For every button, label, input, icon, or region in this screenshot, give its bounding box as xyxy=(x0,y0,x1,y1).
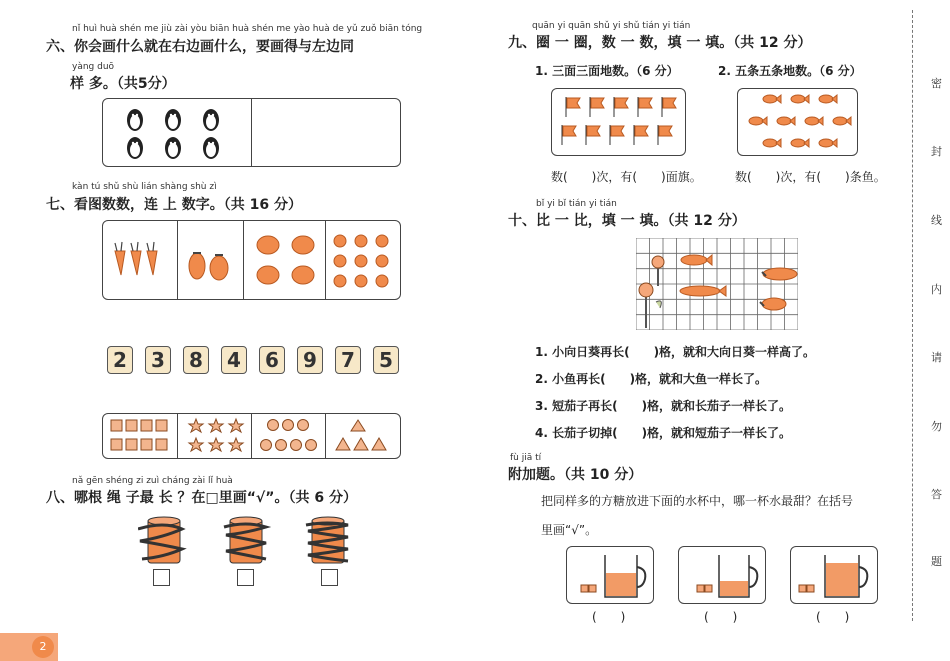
sidebar-char-4: 内 xyxy=(931,283,942,296)
bonus-text-2: 里画“√”。 xyxy=(541,523,598,537)
s9-answer-2[interactable]: 数( )次，有( )条鱼。 xyxy=(735,170,886,184)
eggplant-comparison-icons xyxy=(760,268,797,310)
cup-icon-2 xyxy=(679,547,765,603)
s6-pinyin-1: nǐ huì huà shén me jiù zài yòu biān huà shén me yào huà de yǔ zuǒ biān tóng xyxy=(72,24,423,34)
circle-icons xyxy=(261,420,317,451)
s10-item-1[interactable]: 1. 小向日葵再长( )格，就和大向日葵一样高了。 xyxy=(535,345,816,359)
cylinder-3 xyxy=(306,517,348,563)
penguin-icons xyxy=(121,105,231,161)
flag-icons xyxy=(552,89,685,155)
s6-title-1: 六、你会画什么就在右边画什么，要画得与左边同 xyxy=(46,39,354,55)
fish-box xyxy=(737,88,858,156)
fish-icons xyxy=(738,89,857,155)
s10-title: 十、比 一 比，填 一 填。（共 12 分） xyxy=(508,213,746,229)
cup-icon-1 xyxy=(567,547,653,603)
triangle-icons xyxy=(336,420,386,450)
s10-pinyin: bǐ yi bǐ tián yi tián xyxy=(536,199,617,209)
sidebar-char-2: 封 xyxy=(931,145,942,158)
fish-comparison-icons xyxy=(680,255,726,296)
grid-lines xyxy=(636,238,798,330)
eggplant-icons xyxy=(189,253,228,280)
number-card-6[interactable]: 9 xyxy=(297,346,323,374)
sidebar-char-1: 密 xyxy=(931,77,942,90)
number-card-3[interactable]: 8 xyxy=(183,346,209,374)
answer-box-3[interactable] xyxy=(321,569,338,586)
s9-answer-1[interactable]: 数( )次，有( )面旗。 xyxy=(551,170,702,184)
s6-title-2: 样 多。（共5分） xyxy=(70,76,176,92)
number-card-2[interactable]: 3 xyxy=(145,346,171,374)
number-card-5[interactable]: 6 xyxy=(259,346,285,374)
number-card-4[interactable]: 4 xyxy=(221,346,247,374)
number-card-8[interactable]: 5 xyxy=(373,346,399,374)
sunflower-icons xyxy=(639,256,664,328)
cup-answer-1[interactable]: ( ) xyxy=(592,610,626,624)
cup-answer-2[interactable]: ( ) xyxy=(704,610,738,624)
s9-question-2: 2. 五条五条地数。（6 分） xyxy=(718,64,862,78)
flags-box xyxy=(551,88,686,156)
cylinder-1 xyxy=(138,517,182,563)
cup-answer-3[interactable]: ( ) xyxy=(816,610,850,624)
rope-cylinders-illustration xyxy=(138,515,368,570)
cylinder-2 xyxy=(224,517,266,563)
cup-box-2 xyxy=(678,546,766,604)
peach-icons xyxy=(334,235,388,287)
s9-question-1: 1. 三面三面地数。（6 分） xyxy=(535,64,679,78)
s8-title: 八、哪根 绳 子最 长 ？在□里画“√”。（共 6 分） xyxy=(46,490,357,506)
comparison-grid xyxy=(636,238,798,330)
s6-pinyin-2: yàng duō xyxy=(72,62,115,72)
sidebar-char-6: 勿 xyxy=(931,420,942,433)
bonus-text-1: 把同样多的方糖放进下面的水杯中，哪一杯水最甜？在括号 xyxy=(541,494,854,508)
seal-line xyxy=(912,10,913,621)
s10-item-2[interactable]: 2. 小鱼再长( )格，就和大鱼一样长了。 xyxy=(535,372,768,386)
sidebar-char-3: 线 xyxy=(931,214,942,227)
s6-divider xyxy=(251,99,252,166)
bonus-pinyin: fù jiā tí xyxy=(510,453,542,463)
s7-pinyin: kàn tú shǔ shù lián shàng shù zì xyxy=(72,182,217,192)
s7-shape-icons xyxy=(103,414,400,458)
s7-shapes-box xyxy=(102,413,401,459)
bonus-title: 附加题。（共 10 分） xyxy=(508,467,643,483)
sidebar-char-8: 题 xyxy=(931,555,942,568)
pumpkin-icons xyxy=(257,236,314,284)
page-number: 2 xyxy=(32,636,54,658)
s8-pinyin: nǎ gēn shéng zi zuì cháng zài lǐ huà xyxy=(72,476,233,486)
answer-box-2[interactable] xyxy=(237,569,254,586)
cup-box-1 xyxy=(566,546,654,604)
s6-drawing-box xyxy=(102,98,401,167)
star-icons xyxy=(189,419,243,451)
number-card-1[interactable]: 2 xyxy=(107,346,133,374)
cup-box-3 xyxy=(790,546,878,604)
s7-title: 七、看图数数，连 上 数字。（共 16 分） xyxy=(46,197,302,213)
s9-title: 九、圈 一 圈，数 一 数，填 一 填。（共 12 分） xyxy=(508,35,812,51)
square-icons xyxy=(111,420,167,450)
s10-item-4[interactable]: 4. 长茄子切掉( )格，就和短茄子一样长了。 xyxy=(535,426,792,440)
number-card-7[interactable]: 7 xyxy=(335,346,361,374)
sidebar-char-5: 请 xyxy=(931,351,942,364)
s10-item-3[interactable]: 3. 短茄子再长( )格，就和长茄子一样长了。 xyxy=(535,399,792,413)
s7-picture-box xyxy=(102,220,401,300)
answer-box-1[interactable] xyxy=(153,569,170,586)
carrot-icons xyxy=(115,242,157,275)
cup-icon-3 xyxy=(791,547,877,603)
s9-pinyin: quān yi quān shǔ yi shǔ tián yi tián xyxy=(532,21,691,31)
s7-fruit-icons xyxy=(103,221,400,299)
sidebar-char-7: 答 xyxy=(931,488,942,501)
